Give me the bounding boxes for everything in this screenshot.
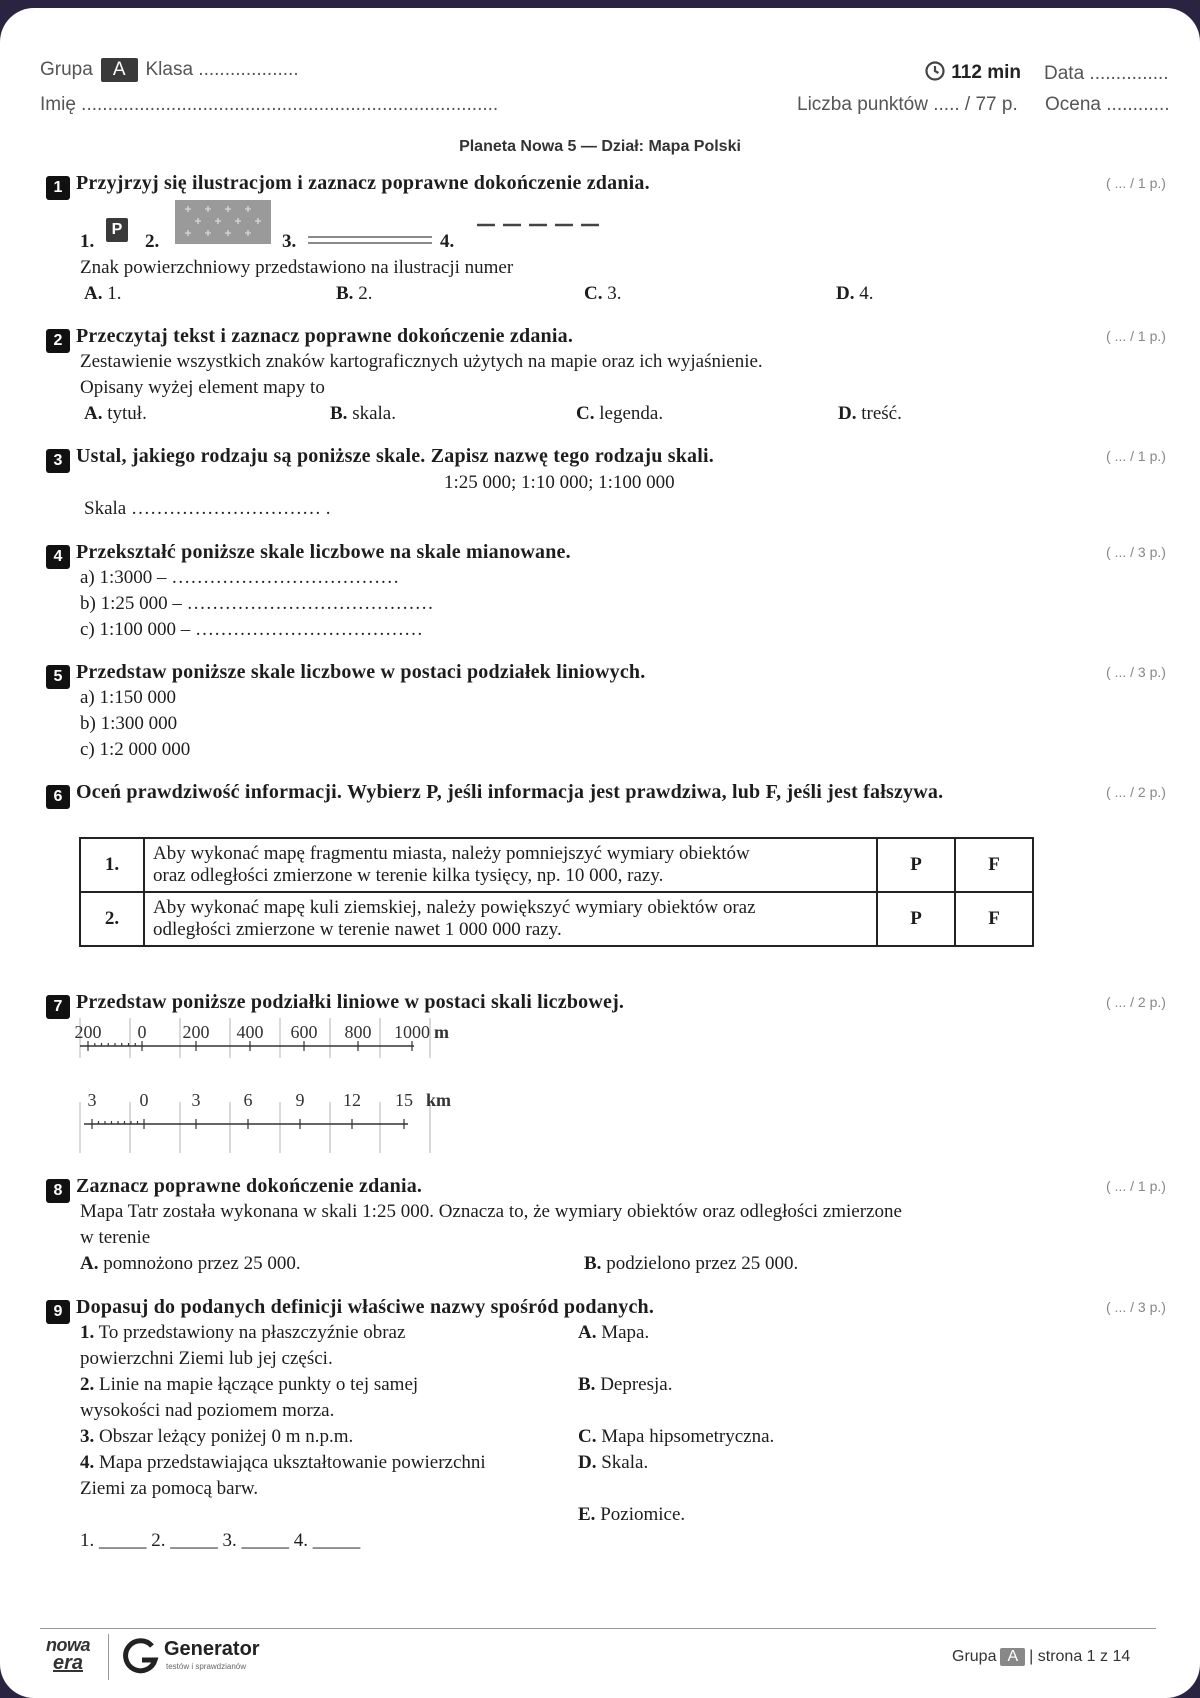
question-3-heading xyxy=(46,445,714,473)
question-title: Dopasuj do podanych definicji właściwe nazwy spośród podanych. xyxy=(76,1296,655,1318)
area-pattern-icon xyxy=(175,200,271,244)
row-number: 1. xyxy=(80,838,144,892)
logo-separator xyxy=(108,1634,109,1680)
definition-1-cont: powierzchni Ziemi lub jej części. xyxy=(80,1348,333,1369)
question-5-heading xyxy=(46,661,645,689)
question-title: Zaznacz poprawne dokończenie zdania. xyxy=(76,1175,423,1197)
question-9-heading xyxy=(46,1296,654,1324)
scale-m-unit-label: m xyxy=(434,1022,449,1042)
false-option[interactable]: F xyxy=(955,838,1033,892)
linear-scale-km xyxy=(84,1090,451,1129)
illustration-4-label: 4. xyxy=(440,231,455,252)
name-option-c: C. Mapa hipsometryczna. xyxy=(578,1426,775,1447)
question-number: 2 xyxy=(46,329,70,353)
points-box: ( ... / 1 p.) xyxy=(1106,328,1166,344)
question-title: Przekształć poniższe skale liczbowe na skale mianowane. xyxy=(76,541,571,563)
scale-m-tick-label: 200 xyxy=(182,1022,210,1042)
question-title: Ustal, jakiego rodzaju są poniższe skale. Zapisz nazwę tego rodzaju skali. xyxy=(76,445,714,467)
name-field: Imię ............................................................................... xyxy=(40,94,499,115)
points-box: ( ... / 1 p.) xyxy=(1106,1178,1166,1194)
question-text-line-2: Opisany wyżej element mapy to xyxy=(80,377,325,398)
time-value: 112 min xyxy=(951,62,1021,83)
footer-divider xyxy=(40,1628,1156,1629)
question-text-line-1: Mapa Tatr została wykonana w skali 1:25 000. Oznacza to, że wymiary obiektów oraz odległości zmierzone xyxy=(80,1201,902,1222)
question-1-heading xyxy=(46,172,650,200)
double-line-icon xyxy=(308,234,432,246)
scale-km-tick-label: 12 xyxy=(343,1090,361,1110)
question-text: Znak powierzchniowy przedstawiono na ilustracji numer xyxy=(80,257,514,278)
group-label: Grupa xyxy=(40,59,93,80)
scale-item-b: b) 1:300 000 xyxy=(80,713,178,734)
illustration-1-label: 1. xyxy=(80,231,95,252)
true-false-table xyxy=(79,837,1034,947)
answer-line[interactable]: Skala ………………………… . xyxy=(84,498,331,519)
table-row xyxy=(80,892,1033,946)
question-title: Przedstaw poniższe skale liczbowe w postaci podziałek liniowych. xyxy=(76,661,646,683)
answer-option-b[interactable]: B. skala. xyxy=(330,403,396,424)
scale-km-unit-label: km xyxy=(426,1090,452,1110)
points-box: ( ... / 2 p.) xyxy=(1106,994,1166,1010)
answer-option-d[interactable]: D. treść. xyxy=(838,403,902,424)
group-field xyxy=(40,58,299,82)
points-box: ( ... / 3 p.) xyxy=(1106,1299,1166,1315)
footer-group-badge: A xyxy=(1000,1648,1025,1666)
answer-option-c[interactable]: C. 3. xyxy=(584,283,622,304)
question-text-line-1: Zestawienie wszystkich znaków kartograficznych użytych na mapie oraz ich wyjaśnienie. xyxy=(80,351,763,372)
parking-sign-icon: P xyxy=(106,218,128,242)
matching-answer-line[interactable]: 1. _____ 2. _____ 3. _____ 4. _____ xyxy=(80,1530,361,1551)
time-field xyxy=(924,60,1021,84)
scale-item-c: c) 1:2 000 000 xyxy=(80,739,191,760)
clock-icon xyxy=(924,60,946,82)
generator-label: Generator xyxy=(164,1638,260,1660)
question-number: 6 xyxy=(46,785,70,809)
definition-3: 3. Obszar leżący poniżej 0 m n.p.m. xyxy=(80,1426,354,1447)
true-option[interactable]: P xyxy=(877,838,955,892)
group-badge: A xyxy=(101,58,138,82)
scale-m-tick-label: 600 xyxy=(290,1022,318,1042)
illustration-3-label: 3. xyxy=(282,231,297,252)
footer-page-info xyxy=(952,1648,1130,1666)
scale-m-tick-label: 800 xyxy=(344,1022,372,1042)
points-box: ( ... / 3 p.) xyxy=(1106,664,1166,680)
conversion-item-c[interactable]: c) 1:100 000 – ……………………………… xyxy=(80,619,424,640)
false-option[interactable]: F xyxy=(955,892,1033,946)
name-option-d: D. Skala. xyxy=(578,1452,649,1473)
conversion-item-b[interactable]: b) 1:25 000 – ………………………………… xyxy=(80,593,434,614)
scale-item-a: a) 1:150 000 xyxy=(80,687,177,708)
answer-option-a[interactable]: A. tytuł. xyxy=(84,403,147,424)
page-number: | strona 1 z 14 xyxy=(1029,1648,1131,1665)
answer-option-d[interactable]: D. 4. xyxy=(836,283,874,304)
question-8-heading xyxy=(46,1175,422,1203)
points-box: ( ... / 3 p.) xyxy=(1106,544,1166,560)
answer-option-c[interactable]: C. legenda. xyxy=(576,403,664,424)
points-field: Liczba punktów ..... / 77 p. xyxy=(797,94,1018,115)
question-4-heading xyxy=(46,541,571,569)
answer-option-a[interactable]: A. 1. xyxy=(84,283,122,304)
definition-2-cont: wysokości nad poziomem morza. xyxy=(80,1400,335,1421)
scale-m-tick-label: 400 xyxy=(236,1022,264,1042)
question-number: 1 xyxy=(46,176,70,200)
row-number: 2. xyxy=(80,892,144,946)
question-number: 4 xyxy=(46,545,70,569)
statement-cell: Aby wykonać mapę fragmentu miasta, należy pomniejszyć wymiary obiektów oraz odległości zmierzone w terenie kilka tysięcy, np. 10 000, razy. xyxy=(144,838,877,892)
scale-km-tick-label: 6 xyxy=(243,1090,253,1110)
class-field: Klasa ................... xyxy=(145,59,299,80)
conversion-item-a[interactable]: a) 1:3000 – ……………………………… xyxy=(80,567,400,588)
points-box: ( ... / 2 p.) xyxy=(1106,784,1166,800)
definition-4: 4. Mapa przedstawiająca ukształtowanie powierzchni xyxy=(80,1452,486,1473)
points-box: ( ... / 1 p.) xyxy=(1106,448,1166,464)
grade-field: Ocena ............ xyxy=(1045,94,1170,115)
question-6-heading xyxy=(46,781,943,809)
question-title: Przyjrzyj się ilustracjom i zaznacz poprawne dokończenie zdania. xyxy=(76,172,650,194)
true-option[interactable]: P xyxy=(877,892,955,946)
statement-cell: Aby wykonać mapę kuli ziemskiej, należy powiększyć wymiary obiektów oraz odległości zmierzone w terenie nawet 1 000 000 razy. xyxy=(144,892,877,946)
worksheet-page xyxy=(0,8,1200,1698)
answer-option-b[interactable]: B. 2. xyxy=(336,283,373,304)
question-title: Przedstaw poniższe podziałki liniowe w postaci skali liczbowej. xyxy=(76,991,625,1013)
question-2-heading xyxy=(46,325,573,353)
question-number: 7 xyxy=(46,995,70,1019)
footer-group-label: Grupa xyxy=(952,1648,997,1665)
name-option-b: B. Depresja. xyxy=(578,1374,673,1395)
scale-km-tick-label: 0 xyxy=(139,1090,149,1110)
points-box: ( ... / 1 p.) xyxy=(1106,175,1166,191)
answer-option-a[interactable]: A. pomnożono przez 25 000. xyxy=(80,1253,301,1274)
scale-km-tick-label: 15 xyxy=(395,1090,413,1110)
question-7-heading xyxy=(46,991,624,1019)
question-number: 3 xyxy=(46,449,70,473)
answer-option-b[interactable]: B. podzielono przez 25 000. xyxy=(584,1253,799,1274)
generator-subtitle: testów i sprawdzianów xyxy=(166,1662,247,1671)
question-number: 9 xyxy=(46,1300,70,1324)
name-option-e: E. Poziomice. xyxy=(578,1504,686,1525)
illustration-2-label: 2. xyxy=(145,231,160,252)
nowa-era-logo: nowa era xyxy=(45,1635,90,1674)
scale-m-tick-label: 200 xyxy=(74,1022,102,1042)
question-number: 5 xyxy=(46,665,70,689)
name-option-a: A. Mapa. xyxy=(578,1322,650,1343)
table-row xyxy=(80,838,1033,892)
scales-list: 1:25 000; 1:10 000; 1:100 000 xyxy=(444,472,675,493)
question-text-line-2: w terenie xyxy=(80,1227,151,1248)
definition-1: 1. To przedstawiony na płaszczyźnie obraz xyxy=(80,1322,406,1343)
definition-2: 2. Linie na mapie łączące punkty o tej samej xyxy=(80,1374,419,1395)
dashed-line-icon xyxy=(475,222,599,228)
question-title: Oceń prawdziwość informacji. Wybierz P, jeśli informacja jest prawdziwa, lub F, jeśli jest fałszywa. xyxy=(76,781,944,803)
linear-scales-figure xyxy=(70,1018,470,1168)
question-title: Przeczytaj tekst i zaznacz poprawne dokończenie zdania. xyxy=(76,325,574,347)
document-title: Planeta Nowa 5 — Dział: Mapa Polski xyxy=(459,138,741,155)
scale-m-tick-label: 0 xyxy=(137,1022,147,1042)
question-number: 8 xyxy=(46,1179,70,1203)
definition-4-cont: Ziemi za pomocą barw. xyxy=(80,1478,259,1499)
scale-km-tick-label: 3 xyxy=(191,1090,201,1110)
date-field: Data ............... xyxy=(1044,63,1169,84)
scale-km-tick-label: 3 xyxy=(87,1090,97,1110)
scale-m-tick-label: 1000 xyxy=(394,1022,430,1042)
generator-logo-icon xyxy=(122,1638,160,1676)
scale-km-tick-label: 9 xyxy=(295,1090,305,1110)
